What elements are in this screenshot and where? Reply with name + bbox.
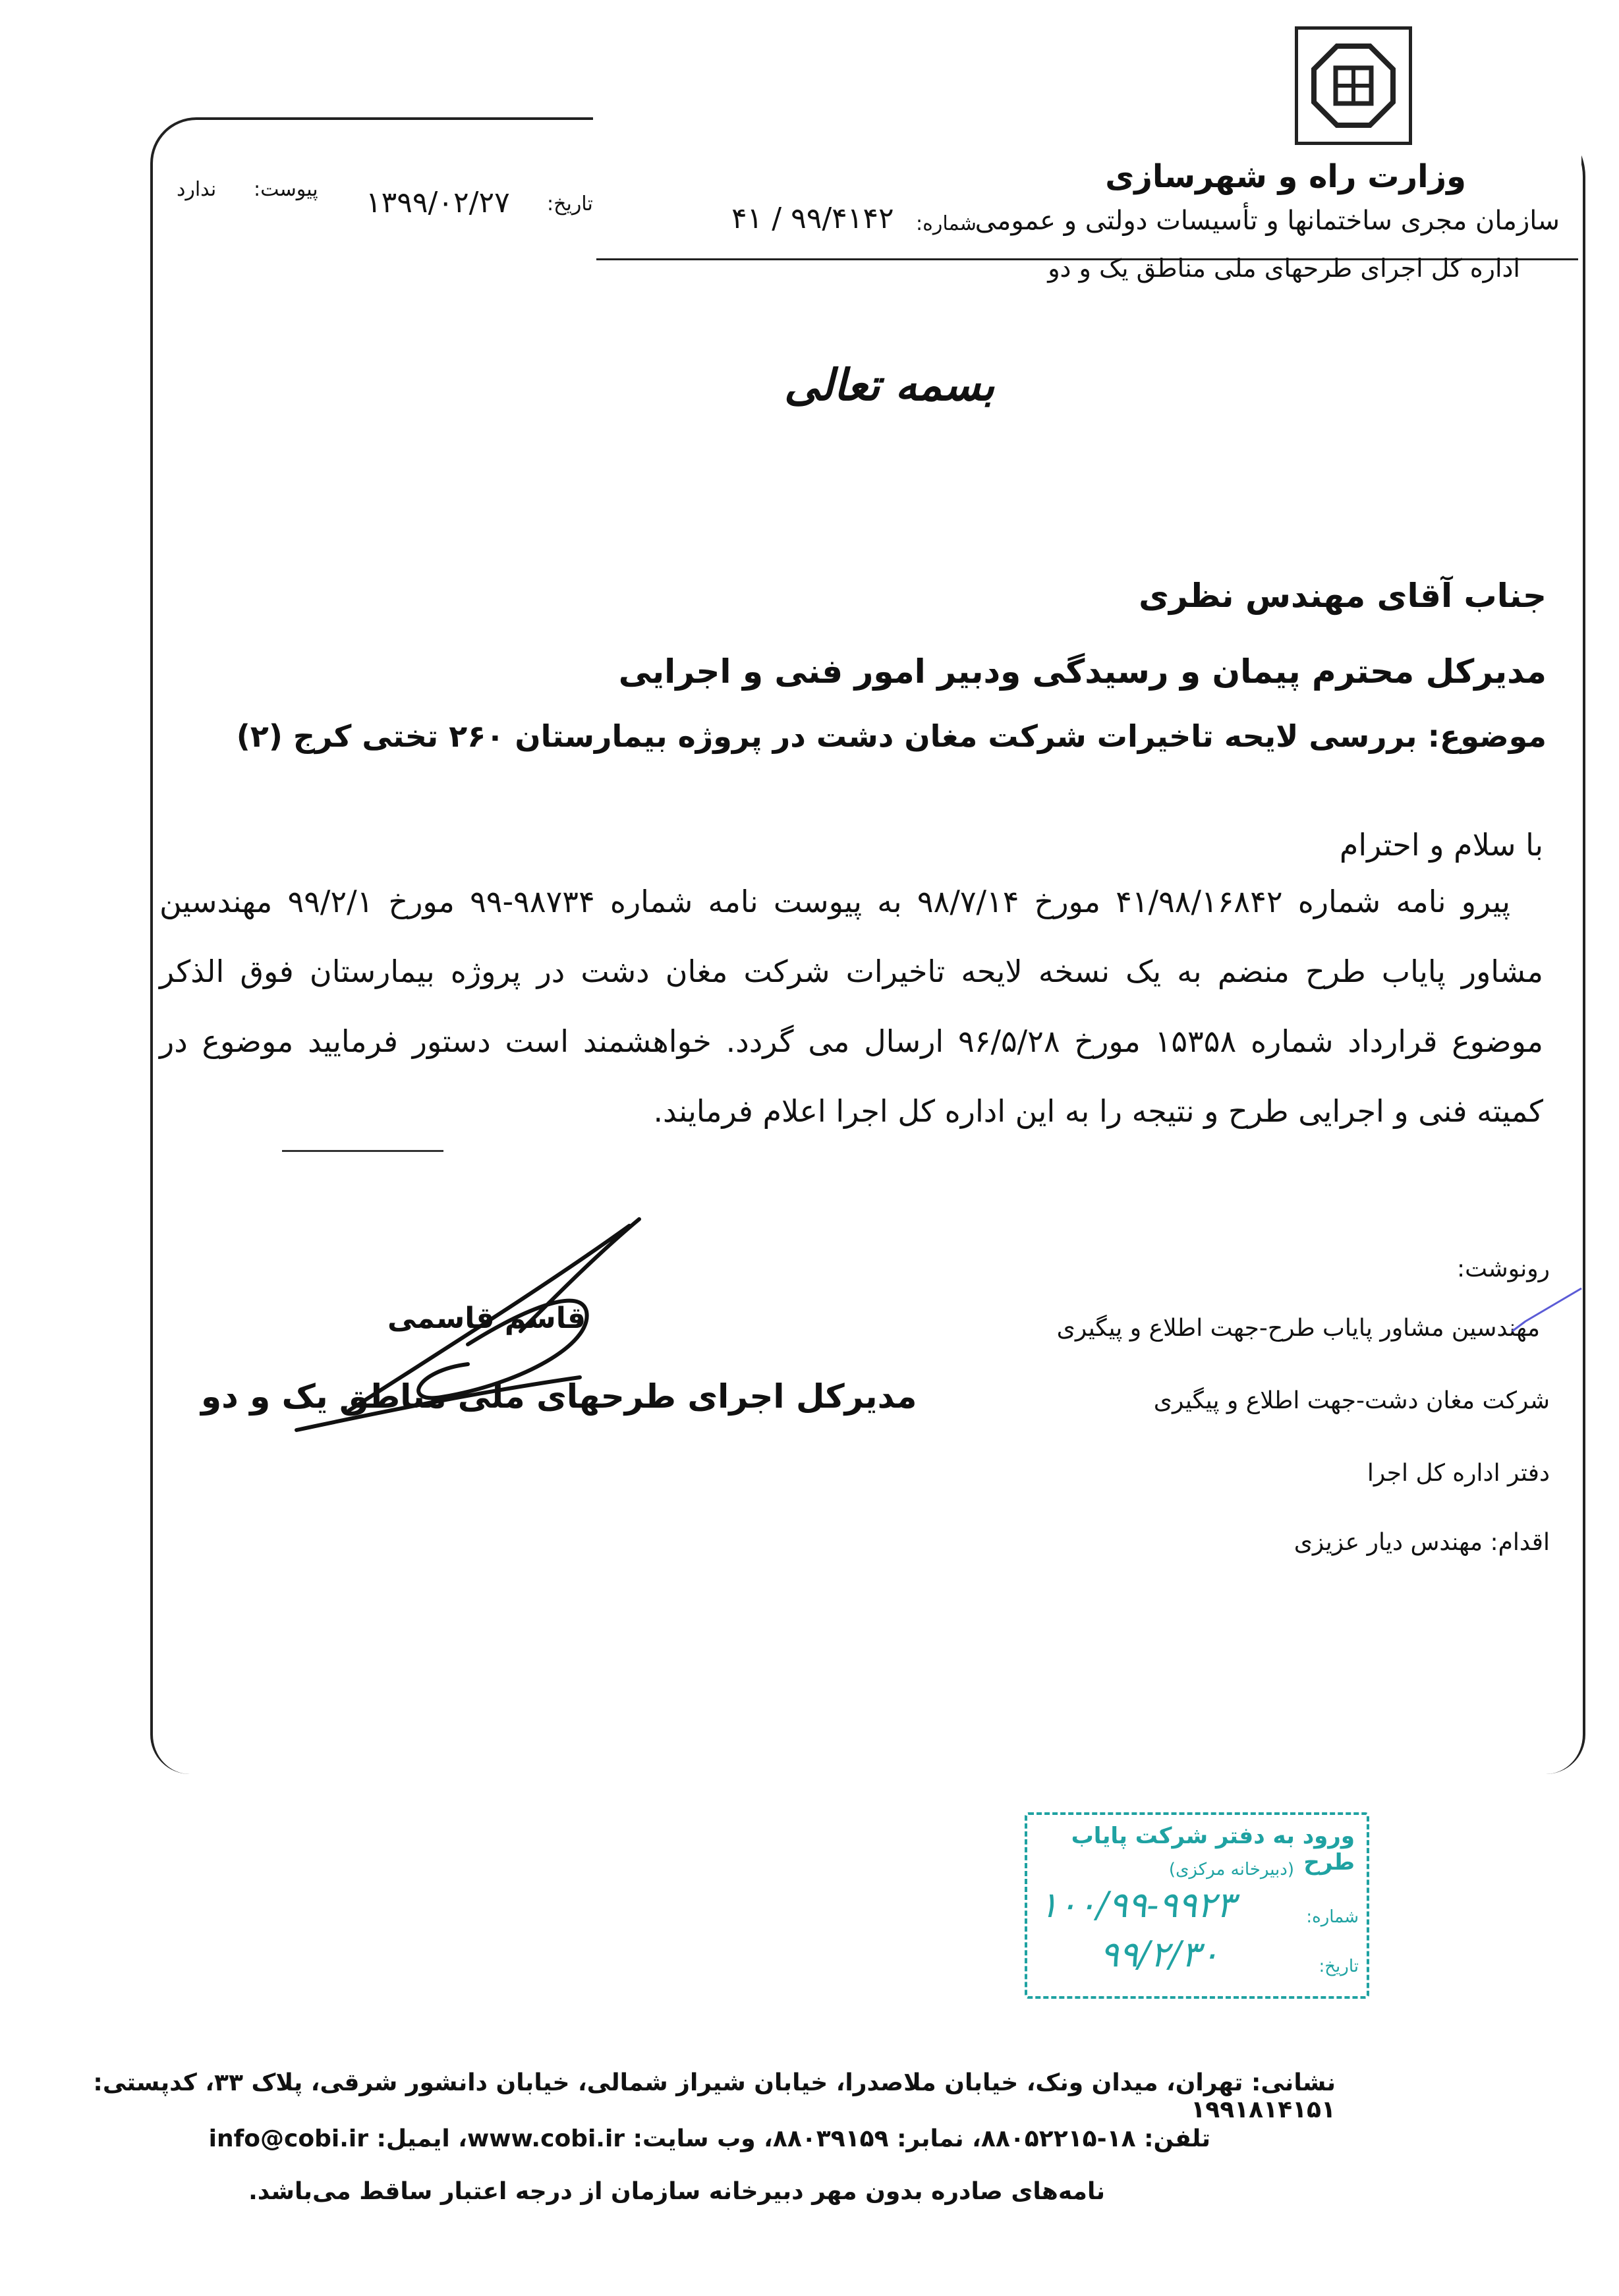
stamp-title: ورود به دفتر شرکت پایاب طرح <box>1071 1823 1355 1876</box>
org-line-2: اداره کل اجرای طرحهای ملی مناطق یک و دو <box>1048 254 1520 283</box>
org-line-1: سازمان مجری ساختمانها و تأسیسات دولتی و عمومی <box>975 206 1560 236</box>
greeting: با سلام و احترام <box>1339 827 1543 863</box>
cc-item: شرکت مغان دشت-جهت اطلاع و پیگیری <box>1153 1387 1550 1414</box>
cc-item: اقدام: مهندس دیار عزیزی <box>1293 1529 1550 1556</box>
addressee-title: مدیرکل محترم پیمان و رسیدگی ودبیر امور فنی و اجرایی <box>618 652 1547 691</box>
ministry-logo <box>1295 26 1412 145</box>
cc-title: رونوشت: <box>1456 1255 1550 1282</box>
footer-contact: تلفن: ۱۸-۸۸۰۵۲۲۱۵، نمابر: ۸۸۰۳۹۱۵۹، وب سایت: www.cobi.ir، ایمیل: info@cobi.ir <box>208 2125 1210 2152</box>
cc-item: دفتر اداره کل اجرا <box>1367 1460 1550 1487</box>
subject-line: موضوع: بررسی لایحه تاخیرات شرکت مغان دشت در پروژه بیمارستان ۲۶۰ تختی کرج (۲) <box>236 718 1547 754</box>
signer-title: مدیرکل اجرای طرحهای ملی مناطق یک و دو <box>201 1377 917 1416</box>
date-label: تاریخ: <box>547 192 593 215</box>
stamp-date-label: تاریخ: <box>1319 1957 1359 1976</box>
ministry-logo-icon <box>1311 43 1396 129</box>
stamp-number-value: ۱۰۰/۹۹-۹۹۲۳ <box>1039 1884 1236 1926</box>
attachment-label: پیوست: <box>254 178 318 201</box>
number-value: ۴۱ / ۹۹/۴۱۴۲ <box>731 202 894 235</box>
handwritten-signature <box>270 1213 652 1456</box>
bismillah: بسمه تعالی <box>784 359 995 411</box>
footer-address: نشانی: تهران، میدان ونک، خیابان ملاصدرا، خیابان شیراز شمالی، خیابان دانشور شرقی، پلاک ۳۳، کدپستی: ۱۹۹۱۸۱۴۱۵۱ <box>93 2069 1336 2123</box>
number-label: شماره: <box>916 212 977 235</box>
date-value: ۱۳۹۹/۰۲/۲۷ <box>366 186 510 219</box>
cc-item: مهندسین مشاور پایاب طرح-جهت اطلاع و پیگیری <box>1056 1315 1540 1342</box>
footer-note: نامه‌های صادره بدون مهر دبیرخانه سازمان از درجه اعتبار ساقط می‌باشد. <box>248 2178 1105 2205</box>
frame-gap <box>593 112 1581 389</box>
annotation-mark <box>1509 1282 1588 1341</box>
stamp-number-label: شماره: <box>1306 1907 1359 1927</box>
stamp-subtitle: (دبیرخانه مرکزی) <box>1168 1860 1294 1880</box>
receipt-stamp <box>1025 1812 1369 1999</box>
body-separator <box>282 1150 443 1152</box>
stamp-date-value: ۹۹/۲/۳۰ <box>1100 1934 1220 1975</box>
signer-name: قاسم قاسمی <box>387 1302 586 1335</box>
ministry-name: وزارت راه و شهرسازی <box>1105 158 1466 195</box>
addressee-name: جناب آقای مهندس نظری <box>1139 577 1547 615</box>
letter-body: پیرو نامه شماره ۴۱/۹۸/۱۶۸۴۲ مورخ ۹۸/۷/۱۴ به پیوست نامه شماره ۹۸۷۳۴-۹۹ مورخ ۹۹/۲/۱ مهندسین مشاور پایاب طرح منضم به یک نسخه لایحه تاخیرات شرکت مغان دشت در پروژه بیمارستان فوق الذکر موضوع قرارداد شماره ۱۵۳۵۸ مورخ ۹۶/۵/۲۸ ارسال می گردد. خواهشمند است دستور فرمایید موضوع در کمیته فنی و اجرایی طرح و نتیجه را به این اداره کل اجرا اعلام فرمایند. <box>159 884 1543 1129</box>
attachment-value: ندارد <box>177 178 217 201</box>
